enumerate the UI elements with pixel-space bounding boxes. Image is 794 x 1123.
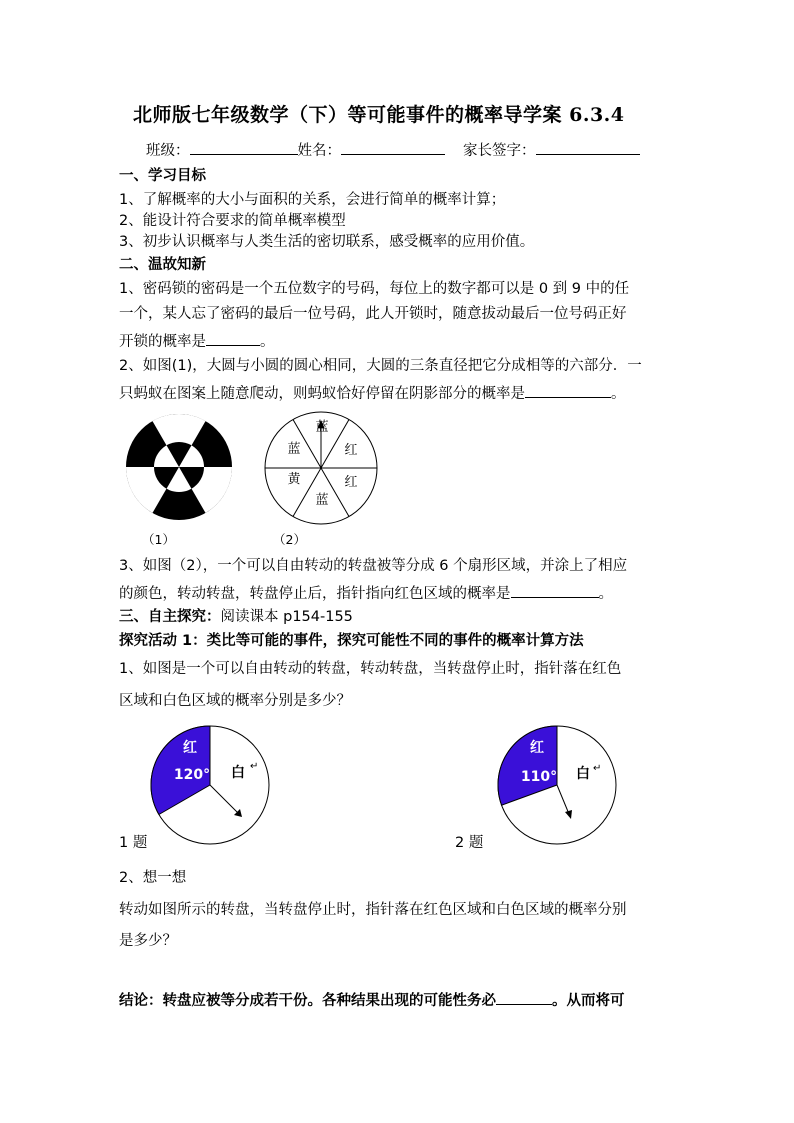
question-3-blank[interactable] [511,583,599,598]
name-label: 姓名： [297,143,341,159]
spinner-2-angle-label: 110° [520,769,558,785]
conclusion-line: 结论：转盘应被等分成若干份。各种结果出现的可能性务必 。从而将可 [119,990,625,1010]
spinner-1-white-label: 白 [231,765,245,781]
sector-label: 蓝 [315,493,329,508]
figure-1-target [124,412,234,522]
figure-2-caption: （2） [273,532,306,547]
sector-label: 红 [344,443,358,458]
activity-1-line: 区域和白色区域的概率分别是多少？ [119,693,351,709]
section-heading-review: 二、温故知新 [119,257,206,273]
question-3-line-last: 的颜色，转动转盘，转盘停止后，指针指向红色区域的概率是 。 [119,583,613,603]
figure-2-spinner [264,411,378,525]
question-2-line: 2、如图(1)，大圆与小圆的圆心相同，大圆的三条直径把它分成相等的六部分．一 [119,358,642,374]
sector-label: 蓝 [287,442,301,457]
goal-item: 3、初步认识概率与人类生活的密切联系，感受概率的应用价值。 [119,234,535,250]
section-heading-explore: 三、自主探究：阅读课本 p154-155 [119,609,353,625]
class-blank[interactable] [190,140,298,155]
spinner-2-white-label: 白 [576,766,590,782]
think-line: 是多少？ [119,933,177,949]
question-3-line: 3、如图（2），一个可以自由转动的转盘被等分成 6 个扇形区域，并涂上了相应 [119,558,628,574]
spinner-1-caption: 1 题 [119,835,148,851]
conclusion-blank[interactable] [496,990,552,1005]
question-1-line: 一个，某人忘了密码的最后一位号码，此人开锁时，随意拔动最后一位号码正好 [119,306,627,322]
think-heading: 2、想一想 [119,870,187,886]
page-title: 北师版七年级数学（下）等可能事件的概率导学案 6.3.4 [133,104,625,126]
question-1-blank[interactable] [206,331,260,346]
think-line: 转动如图所示的转盘，当转盘停止时，指针落在红色区域和白色区域的概率分别 [119,902,627,918]
question-1-line-last: 开锁的概率是 。 [119,331,275,351]
name-blank[interactable] [341,140,445,155]
question-2-blank[interactable] [525,383,611,398]
spinner-2-caption: 2 题 [455,835,484,851]
activity-1-heading: 探究活动 1：类比等可能的事件，探究可能性不同的事件的概率计算方法 [119,633,584,649]
return-mark: ↵ [593,763,602,774]
sector-label: 红 [344,475,358,490]
goal-item: 2、能设计符合要求的简单概率模型 [119,213,346,229]
question-1-line: 1、密码锁的密码是一个五位数字的号码，每位上的数字都可以是 0 到 9 中的任 [119,281,630,297]
class-label: 班级： [146,143,190,159]
spinner-1-red-label: 红 [183,740,197,756]
reading-assignment: 阅读课本 p154-155 [220,609,353,625]
sector-label: 蓝 [315,420,329,435]
question-2-line-last: 只蚂蚁在图案上随意爬动，则蚂蚁恰好停留在阴影部分的概率是 。 [119,383,626,403]
figure-1-caption: （1） [142,532,175,547]
parent-label: 家长签字： [463,143,536,159]
goal-item: 1、了解概率的大小与面积的关系，会进行简单的概率计算； [119,192,506,208]
activity-1-line: 1、如图是一个可以自由转动的转盘，转动转盘，当转盘停止时，指针落在红色 [119,661,622,677]
spinner-1 [150,725,270,845]
spinner-2-red-label: 红 [530,740,544,756]
sector-label: 黄 [287,472,301,487]
section-heading-goals: 一、学习目标 [119,168,206,184]
parent-blank[interactable] [536,140,640,155]
header-fields [146,140,640,160]
spinner-1-angle-label: 120° [173,767,211,783]
spinner-2 [497,725,617,845]
return-mark: ↵ [250,761,259,772]
